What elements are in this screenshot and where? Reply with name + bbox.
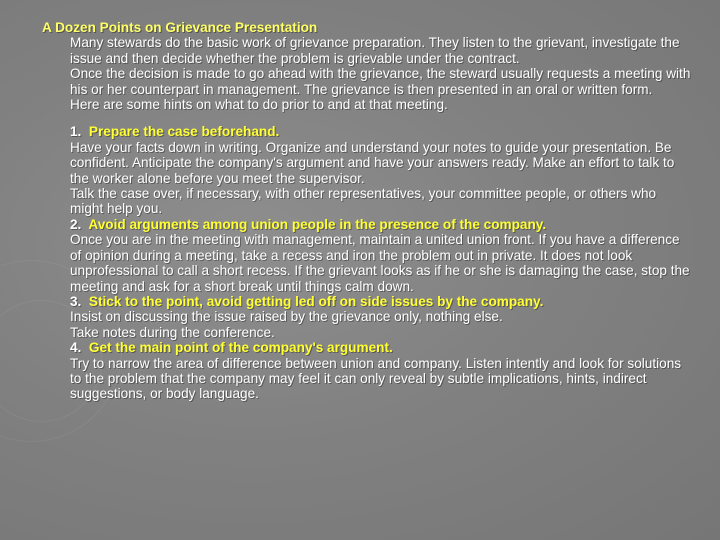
point-number: 2. xyxy=(70,216,82,232)
point-body: Try to narrow the area of difference between union and company. Listen intently and look for solutions to the problem that the company may feel it can only reveal by subtle implications, hints, indirect suggestions, or body language. xyxy=(70,355,682,402)
slide-title: A Dozen Points on Grievance Presentation xyxy=(42,20,318,35)
point-heading xyxy=(70,294,692,309)
point-heading xyxy=(70,340,692,355)
point-title: Get the main point of the company's argument. xyxy=(88,340,393,356)
spacer xyxy=(42,112,692,124)
point-body: Insist on discussing the issue raised by the grievance only, nothing else. xyxy=(70,309,503,325)
point-body: Talk the case over, if necessary, with other representatives, your committee people, or others who might help you. xyxy=(70,186,657,217)
point-heading xyxy=(70,217,692,232)
point-body: Have your facts down in writing. Organize and understand your notes to guide your presentation. Be confident. Anticipate the company's argument and have your answers ready. Make an effort to talk to the worker alone before you meet the supervisor. xyxy=(70,139,675,186)
point-body: Take notes during the conference. xyxy=(70,324,275,340)
intro-paragraph: Here are some hints on what to do prior to and at that meeting. xyxy=(70,97,448,113)
point-number: 4. xyxy=(70,340,82,356)
intro-paragraph: Once the decision is made to go ahead with the grievance, the steward usually requests a meeting with his or her counterpart in management. The grievance is then presented in an oral or written form. xyxy=(70,66,691,97)
point-title: Avoid arguments among union people in the presence of the company. xyxy=(88,216,547,232)
point-title: Prepare the case beforehand. xyxy=(88,124,280,140)
point-body: Once you are in the meeting with management, maintain a united union front. If you have a difference of opinion during a meeting, take a recess and iron the problem out in private. It does not look unprofessional to call a short recess. If the grievant looks as if he or she is damaging the case, stop the meeting and ask for a short break until things calm down. xyxy=(70,232,690,294)
point-title: Stick to the point, avoid getting led off on side issues by the company. xyxy=(88,293,544,309)
point-number: 1. xyxy=(70,124,82,140)
slide-content xyxy=(42,20,692,402)
point-number: 3. xyxy=(70,293,82,309)
point-heading xyxy=(70,124,692,139)
intro-paragraph: Many stewards do the basic work of grievance preparation. They listen to the grievant, investigate the issue and then decide whether the problem is grievable under the contract. xyxy=(70,35,680,66)
